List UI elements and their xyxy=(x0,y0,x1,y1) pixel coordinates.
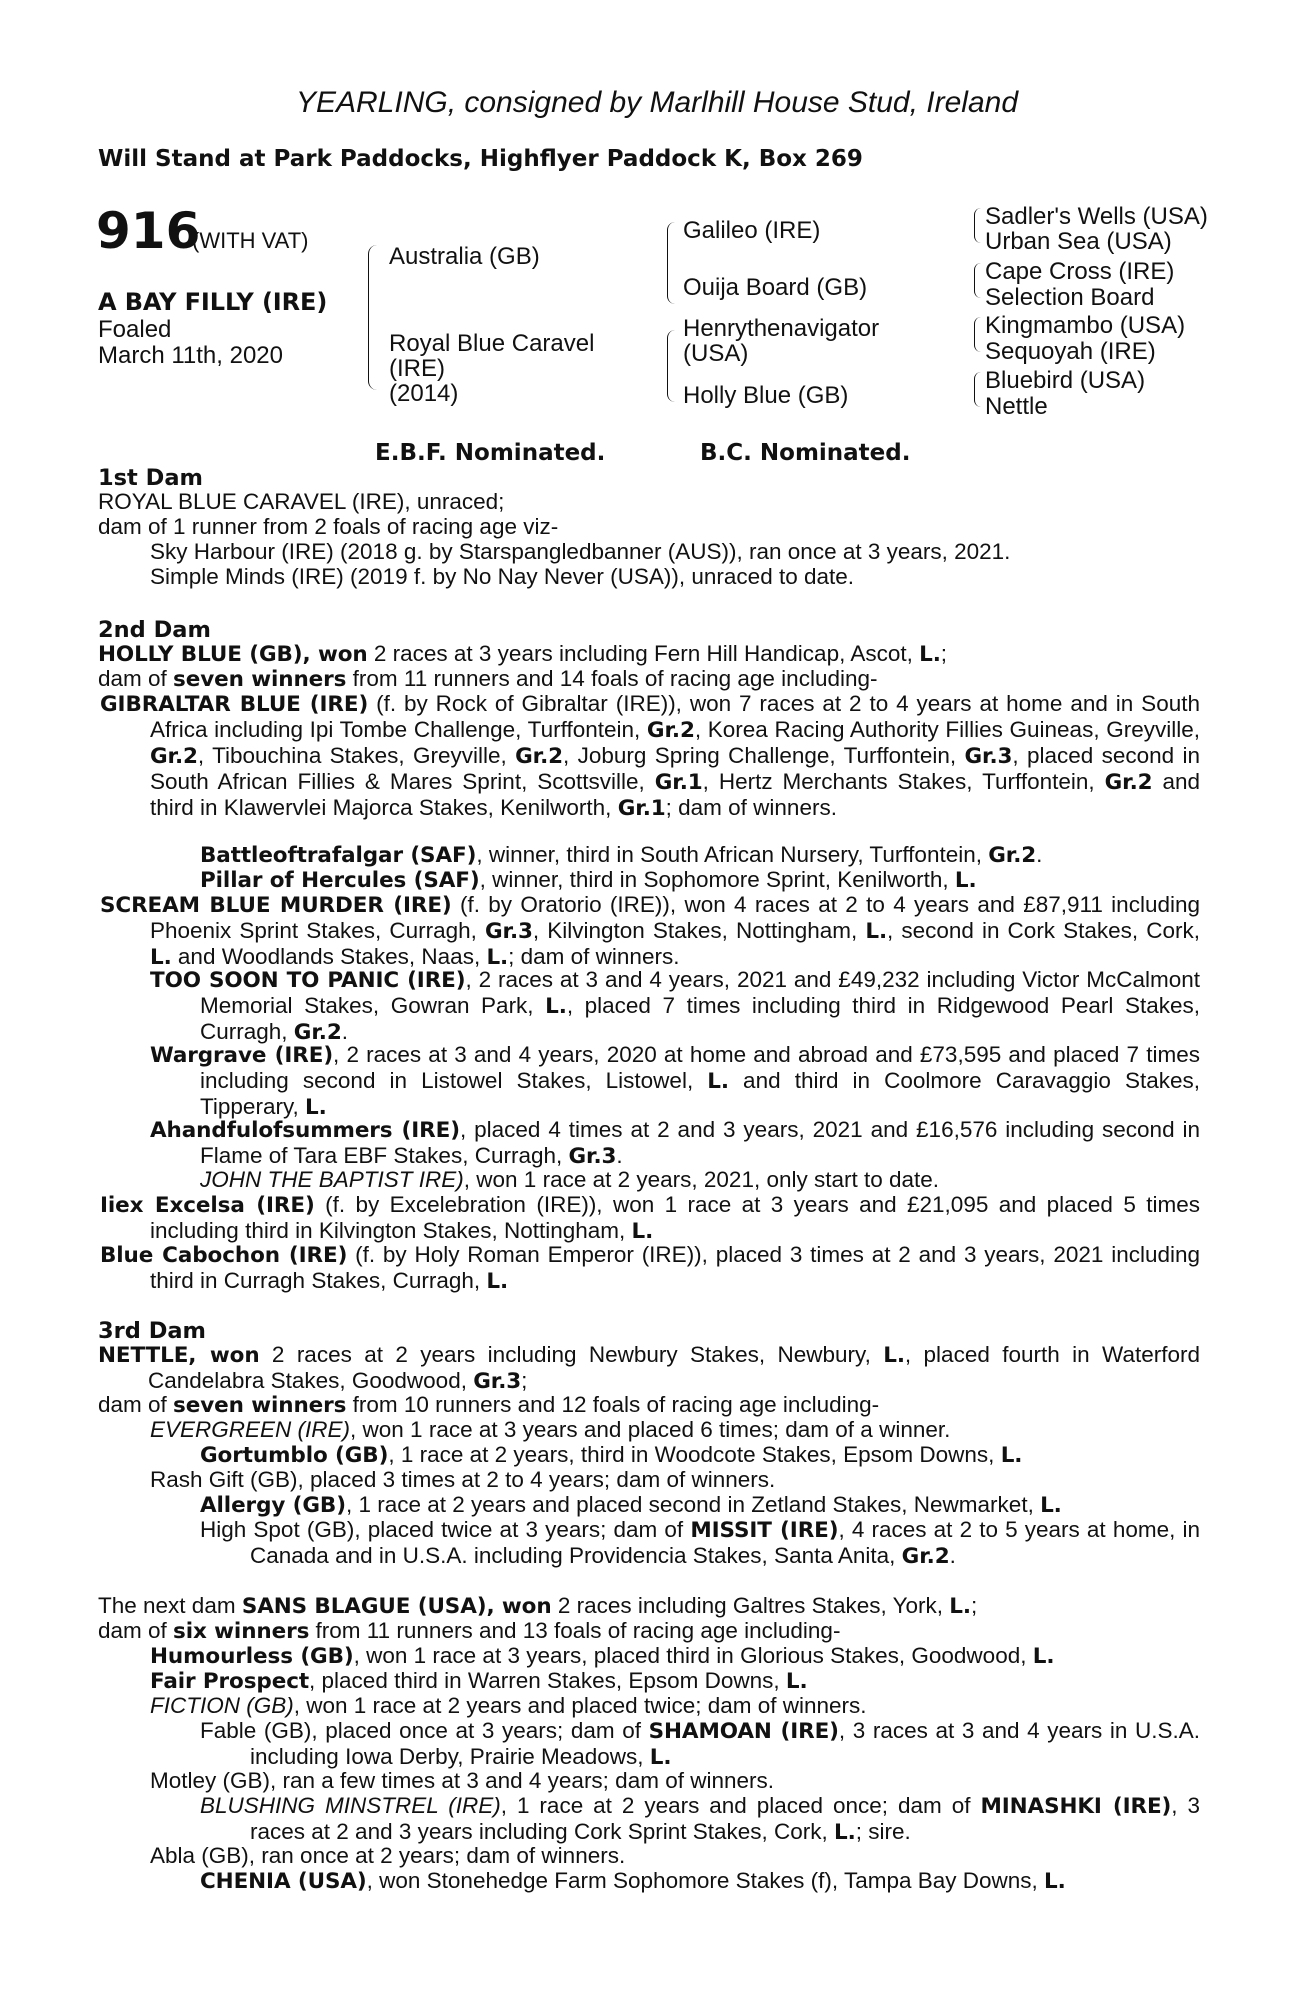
horse-name: Gortumblo (GB) xyxy=(200,1443,389,1468)
dam1-line1: ROYAL BLUE CARAVEL (IRE), unraced; xyxy=(98,489,505,514)
text: ; dam of winners. xyxy=(665,795,837,820)
pedigree-g7: Bluebird (USA) xyxy=(985,367,1146,394)
listed-label: L. xyxy=(1040,1493,1062,1518)
entry-rash-gift: Rash Gift (GB), placed 3 times at 2 to 4 years; dam of winners. xyxy=(150,1467,776,1492)
horse-name: NETTLE xyxy=(98,1343,189,1368)
stand-location: Will Stand at Park Paddocks, Highflyer Paddock K, Box 269 xyxy=(98,146,863,172)
horse-name: Iiex Excelsa (IRE) xyxy=(100,1193,315,1218)
listed-label: L. xyxy=(1000,1443,1023,1468)
horse-name: Fair Prospect xyxy=(150,1669,310,1694)
text: , won Stonehedge Farm Sophomore Stakes (f), Tampa Bay Downs, xyxy=(366,1868,1045,1893)
entry-ahandfulofsummers xyxy=(150,1117,1200,1169)
horse-name: SANS BLAGUE (USA) xyxy=(241,1594,487,1619)
dam3-heading: 3rd Dam xyxy=(98,1318,206,1344)
pedigree-brace-3 xyxy=(667,330,675,402)
text: dam of xyxy=(98,1392,174,1417)
pedigree-dam-sire-line2: (USA) xyxy=(683,340,749,367)
text: , won 1 race at 2 years, 2021, only start to date. xyxy=(463,1167,940,1192)
vat-label: (WITH VAT) xyxy=(192,228,309,253)
listed-label: L. xyxy=(883,1343,905,1368)
entry-pillar-of-hercules xyxy=(200,867,977,893)
entry-fiction xyxy=(150,1693,867,1718)
grade-label: Gr.1 xyxy=(617,796,666,821)
dam1-heading: 1st Dam xyxy=(98,465,203,491)
lot-number: 916 xyxy=(96,202,201,260)
entry-abla: Abla (GB), ran once at 2 years; dam of winners. xyxy=(150,1843,626,1868)
horse-name: Battleoftrafalgar (SAF) xyxy=(200,843,477,868)
horse-name: FICTION (GB) xyxy=(150,1693,294,1718)
text: , placed third in Warren Stakes, Epsom Downs, xyxy=(309,1668,786,1693)
listed-label: L. xyxy=(954,868,977,893)
dam2-heading: 2nd Dam xyxy=(98,617,211,643)
pedigree-sire-sire: Galileo (IRE) xyxy=(683,217,821,244)
entry-chenia xyxy=(200,1868,1066,1894)
pedigree-sire: Australia (GB) xyxy=(389,243,540,270)
listed-label: L. xyxy=(785,1669,808,1694)
winners-count: seven winners xyxy=(173,1393,347,1418)
punct: . xyxy=(1036,842,1043,867)
punct: ; xyxy=(940,641,948,666)
text: , 4 races at 2 to 5 years at home, in Canada and in U.S.A. including Providencia Stakes, Santa Anita, xyxy=(250,1517,1201,1568)
horse-name: TOO SOON TO PANIC (IRE) xyxy=(150,968,466,993)
pedigree-brace-6 xyxy=(974,317,981,352)
grade-label: Gr.2 xyxy=(988,843,1037,868)
page-title: YEARLING, consigned by Marlhill House Stud, Ireland xyxy=(295,86,1019,119)
race-text: 2 races at 3 years including Fern Hill Handicap, Ascot, xyxy=(367,641,920,666)
text: (f. by Rock of Gibraltar (IRE)), won 7 races at 2 to 4 years at home and in South Africa including Ipi Tombe Challenge, Turffontein, xyxy=(150,691,1200,742)
listed-label: L. xyxy=(949,1594,971,1619)
dam2-holly xyxy=(98,641,947,667)
horse-name: Wargrave (IRE) xyxy=(150,1043,334,1068)
horse-name: Humourless (GB) xyxy=(150,1644,354,1669)
entry-humourless xyxy=(150,1643,1054,1669)
grade-label: Gr.2 xyxy=(293,1020,342,1045)
grade-label: Gr.2 xyxy=(515,744,564,769)
text: , 2 races at 3 and 4 years, 2020 at home and abroad and £73,595 and placed 7 times including second in Listowel Stakes, Listowel, xyxy=(200,1042,1200,1093)
text: 2 races at 2 years including Newbury Stakes, Newbury, xyxy=(259,1342,884,1367)
pedigree-dam-line1: Royal Blue Caravel xyxy=(389,330,595,357)
grade-label: Gr.3 xyxy=(484,919,533,944)
text: (f. by Oratorio (IRE)), won 4 races at 2 to 4 years and £87,911 including Phoenix Sprint Stakes, Curragh, xyxy=(150,892,1200,943)
text: , 1 race at 2 years and placed once; dam of xyxy=(500,1793,981,1818)
listed-label: L. xyxy=(1032,1644,1055,1669)
text: , Joburg Spring Challenge, Turffontein, xyxy=(563,743,965,768)
entry-iiex-excelsa xyxy=(100,1192,1200,1244)
pedigree-g8: Nettle xyxy=(985,393,1048,420)
pedigree-brace-4 xyxy=(974,208,981,243)
entry-blushing-minstrel xyxy=(200,1793,1200,1845)
grade-label: Gr.3 xyxy=(473,1369,522,1394)
listed-label: L. xyxy=(545,994,567,1019)
entry-too-soon-to-panic xyxy=(150,967,1200,1045)
entry-allergy xyxy=(200,1492,1062,1518)
pedigree-dam-dam: Holly Blue (GB) xyxy=(683,382,849,409)
text: , 1 race at 2 years and placed second in Zetland Stakes, Newmarket, xyxy=(345,1492,1041,1517)
text: , won 1 race at 3 years, placed third in Glorious Stakes, Goodwood, xyxy=(353,1643,1033,1668)
listed-label: L. xyxy=(631,1219,654,1244)
horse-name: BLUSHING MINSTREL (IRE) xyxy=(200,1793,501,1818)
dam1-line2: dam of 1 runner from 2 foals of racing age viz- xyxy=(98,514,559,539)
entry-gortumblo xyxy=(200,1442,1022,1468)
horse-name: SHAMOAN (IRE) xyxy=(648,1719,839,1744)
foaled-date: March 11th, 2020 xyxy=(98,342,284,369)
horse-name: Blue Cabochon (IRE) xyxy=(100,1243,348,1268)
grade-label: Gr.2 xyxy=(901,1544,950,1569)
entry-wargrave xyxy=(150,1042,1200,1120)
horse-name: MINASHKI (IRE) xyxy=(980,1794,1172,1819)
punct: ; xyxy=(970,1593,978,1618)
pedigree-brace-5 xyxy=(974,263,981,298)
listed-label: L. xyxy=(1044,1869,1066,1894)
pedigree-brace-1 xyxy=(368,245,377,390)
text: , placed second in South African Fillies & Mares Sprint, Scottsville, xyxy=(150,743,1200,794)
pedigree-dam-sire-line1: Henrythenavigator xyxy=(683,315,880,342)
text: from 11 runners and 13 foals of racing age including- xyxy=(309,1618,841,1643)
text: The next dam xyxy=(98,1593,242,1618)
entry-gibraltar-blue xyxy=(100,691,1200,821)
horse-name: SCREAM BLUE MURDER (IRE) xyxy=(100,893,452,918)
grade-label: Gr.3 xyxy=(964,744,1013,769)
punct: . xyxy=(341,1019,348,1044)
text: , Hertz Merchants Stakes, Turffontein, xyxy=(702,769,1105,794)
text: and Woodlands Stakes, Naas, xyxy=(171,944,487,969)
text: , placed fourth in Waterford Candelabra Stakes, Goodwood, xyxy=(148,1342,1200,1393)
text: dam of xyxy=(98,1618,174,1643)
pedigree-g6: Sequoyah (IRE) xyxy=(985,338,1156,365)
grade-label: Gr.2 xyxy=(646,718,695,743)
winners-count: seven winners xyxy=(173,667,347,692)
entry-battleoftrafalgar xyxy=(200,842,1042,868)
won-label: , won xyxy=(302,642,368,667)
listed-label: L. xyxy=(919,642,941,667)
text: and third in Klawervlei Majorca Stakes, Kenilworth, xyxy=(150,769,1200,820)
pedigree-g3: Cape Cross (IRE) xyxy=(985,258,1175,285)
entry-john-the-baptist xyxy=(200,1167,939,1192)
dam2-produce-summary xyxy=(98,666,878,692)
entry-blue-cabochon xyxy=(100,1242,1200,1294)
bc-nominated: B.C. Nominated. xyxy=(700,440,911,466)
listed-label: L. xyxy=(649,1745,672,1770)
text: , placed 7 times including third in Ridgewood Pearl Stakes, Curragh, xyxy=(200,993,1200,1044)
pedigree-g4: Selection Board xyxy=(985,284,1155,311)
dam1-line4: Simple Minds (IRE) (2019 f. by No Nay Never (USA)), unraced to date. xyxy=(150,564,855,589)
text: , won 1 race at 3 years and placed 6 times; dam of a winner. xyxy=(350,1417,951,1442)
listed-label: L. xyxy=(707,1069,729,1094)
text: , 3 races at 2 and 3 years including Cork Sprint Stakes, Cork, xyxy=(250,1793,1200,1844)
winners-count: six winners xyxy=(173,1619,310,1644)
foaled-label: Foaled xyxy=(98,316,172,343)
text: , 1 race at 2 years, third in Woodcote Stakes, Epsom Downs, xyxy=(388,1442,1001,1467)
entry-evergreen xyxy=(150,1417,950,1442)
text: , winner, third in Sophomore Sprint, Kenilworth, xyxy=(479,867,955,892)
text: High Spot (GB), placed twice at 3 years; dam of xyxy=(200,1517,691,1542)
text: , 3 races at 3 and 4 years in U.S.A. including Iowa Derby, Prairie Meadows, xyxy=(250,1718,1200,1769)
punct: . xyxy=(949,1543,956,1568)
horse-name: GIBRALTAR BLUE (IRE) xyxy=(100,692,369,717)
horse-name: MISSIT (IRE) xyxy=(690,1518,839,1543)
horse-name: A BAY FILLY (IRE) xyxy=(98,288,328,316)
pedigree-dam-line3: (2014) xyxy=(389,380,459,407)
entry-fair-prospect xyxy=(150,1668,808,1694)
pedigree-dam-line2: (IRE) xyxy=(389,355,445,382)
pedigree-brace-7 xyxy=(974,372,981,407)
dam1-line3: Sky Harbour (IRE) (2018 g. by Starspangledbanner (AUS)), ran once at 3 years, 2021. xyxy=(150,539,1011,564)
pedigree-g2: Urban Sea (USA) xyxy=(985,228,1172,255)
text: , won 1 race at 2 years and placed twice; dam of winners. xyxy=(293,1693,867,1718)
next-dam-line xyxy=(98,1593,977,1619)
horse-name: Ahandfulofsummers (IRE) xyxy=(150,1118,460,1143)
text: , second in Cork Stakes, Cork, xyxy=(887,918,1200,943)
text: (f. by Holy Roman Emperor (IRE)), placed 3 times at 2 and 3 years, 2021 including third in Curragh Stakes, Curragh, xyxy=(150,1242,1201,1293)
text: (f. by Excelebration (IRE)), won 1 race at 3 years and £21,095 and placed 5 times including third in Kilvington Stakes, Nottingham, xyxy=(150,1192,1200,1243)
dam3-produce-summary xyxy=(98,1392,879,1418)
text: , placed 4 times at 2 and 3 years, 2021 and £16,576 including second in Flame of Tara EBF Stakes, Curragh, xyxy=(200,1117,1201,1168)
grade-label: Gr.3 xyxy=(568,1144,617,1169)
won-label: , won xyxy=(486,1594,552,1619)
listed-label: L. xyxy=(486,945,509,970)
punct: . xyxy=(616,1143,623,1168)
text: , 2 races at 3 and 4 years, 2021 and £49,232 including Victor McCalmont Memorial Stakes, Gowran Park, xyxy=(200,967,1200,1018)
text: , Korea Racing Authority Fillies Guineas, Greyville, xyxy=(694,717,1201,742)
horse-name: Allergy (GB) xyxy=(200,1493,346,1518)
listed-label: L. xyxy=(305,1095,327,1120)
entry-high-spot xyxy=(200,1517,1200,1569)
text: from 11 runners and 14 foals of racing age including- xyxy=(346,666,878,691)
text: ; dam of winners. xyxy=(508,944,680,969)
pedigree-brace-2 xyxy=(667,222,675,304)
text: , Kilvington Stakes, Nottingham, xyxy=(532,918,866,943)
horse-name: JOHN THE BAPTIST IRE) xyxy=(200,1167,464,1192)
horse-name: CHENIA (USA) xyxy=(200,1869,367,1894)
grade-label: Gr.1 xyxy=(654,770,703,795)
listed-label: L. xyxy=(865,919,888,944)
punct: ; sire. xyxy=(855,1819,911,1844)
entry-fable xyxy=(200,1718,1200,1770)
won-label: , won xyxy=(188,1343,260,1368)
text: dam of xyxy=(98,666,174,691)
pedigree-g5: Kingmambo (USA) xyxy=(985,312,1186,339)
horse-name: Pillar of Hercules (SAF) xyxy=(200,868,480,893)
ebf-nominated: E.B.F. Nominated. xyxy=(375,440,606,466)
horse-name: EVERGREEN (IRE) xyxy=(150,1417,351,1442)
listed-label: L. xyxy=(486,1269,509,1294)
punct: ; xyxy=(521,1368,528,1393)
listed-label: L. xyxy=(150,945,172,970)
pedigree-g1: Sadler's Wells (USA) xyxy=(985,203,1208,230)
entry-motley: Motley (GB), ran a few times at 3 and 4 years; dam of winners. xyxy=(150,1768,775,1793)
entry-scream-blue-murder xyxy=(100,892,1200,970)
text: from 10 runners and 12 foals of racing age including- xyxy=(346,1392,880,1417)
next-dam-produce-summary xyxy=(98,1618,840,1644)
grade-label: Gr.2 xyxy=(1104,770,1153,795)
text: Fable (GB), placed once at 3 years; dam of xyxy=(200,1718,649,1743)
pedigree-sire-dam: Ouija Board (GB) xyxy=(683,274,868,301)
entry-nettle xyxy=(98,1342,1200,1394)
listed-label: L. xyxy=(834,1820,856,1845)
text: , winner, third in South African Nursery, Turffontein, xyxy=(476,842,989,867)
text: 2 races including Galtres Stakes, York, xyxy=(551,1593,950,1618)
text: , Tibouchina Stakes, Greyville, xyxy=(197,743,516,768)
horse-name: HOLLY BLUE (GB) xyxy=(98,642,303,667)
grade-label: Gr.2 xyxy=(150,744,198,769)
text: and third in Coolmore Caravaggio Stakes, Tipperary, xyxy=(200,1068,1200,1119)
